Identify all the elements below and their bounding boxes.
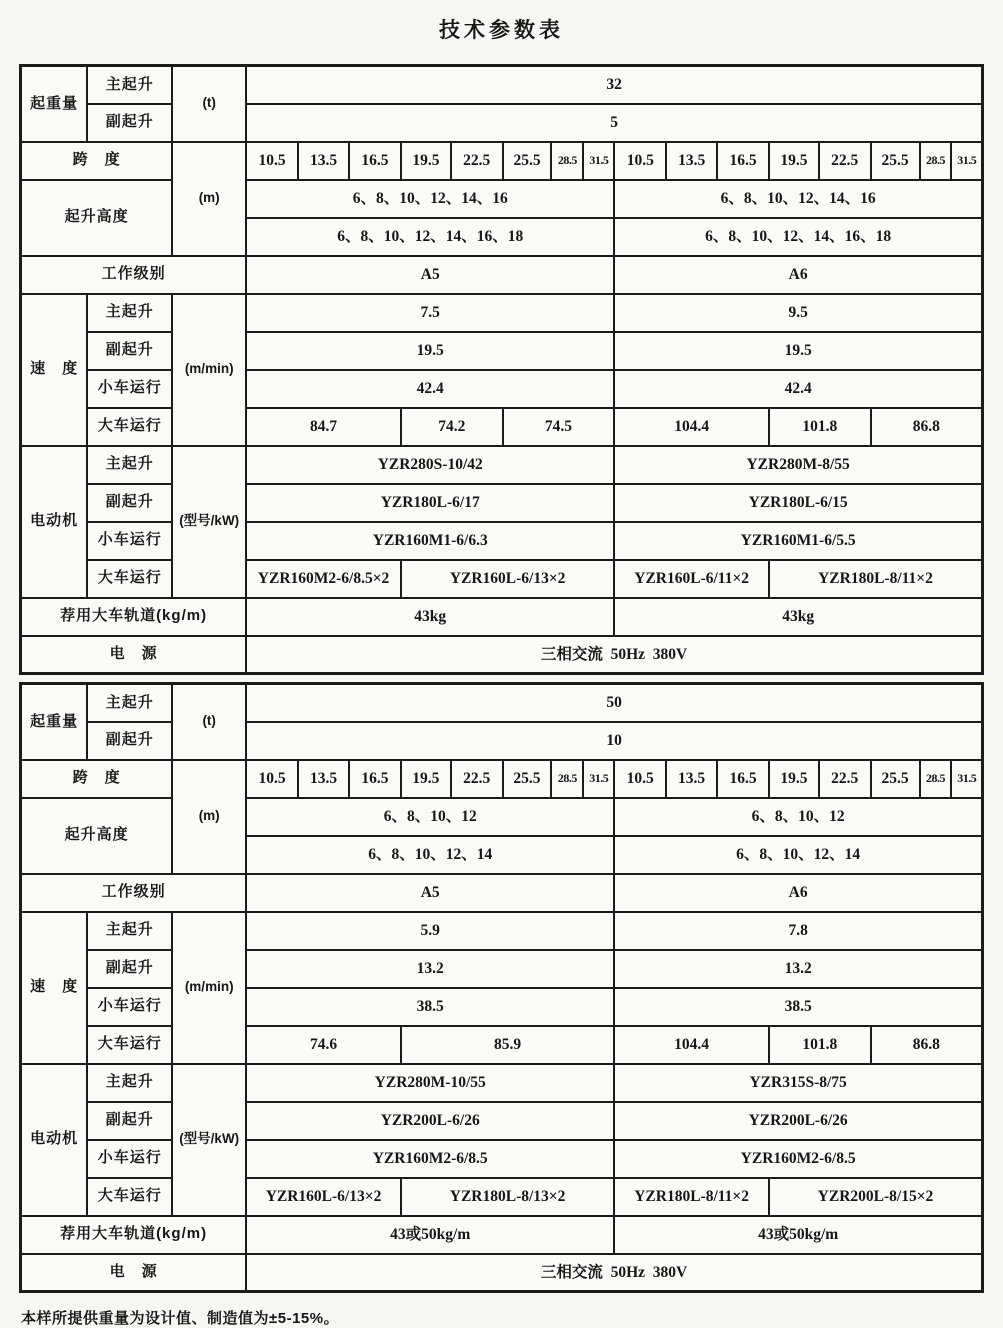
value-cell: 6、8、10、12、14、16、18 — [246, 218, 614, 256]
value-cell: YZR160L-6/11×2 — [614, 560, 769, 598]
value-cell: 16.5 — [717, 760, 769, 798]
value-cell: 6、8、10、12、14、16 — [614, 180, 982, 218]
value-cell: 10.5 — [246, 142, 298, 180]
row-label: 速 度 — [21, 294, 88, 446]
table-row — [21, 636, 983, 674]
value-cell: 19.5 — [401, 760, 451, 798]
value-cell: 22.5 — [451, 760, 503, 798]
table-row — [21, 522, 983, 560]
table-row — [21, 760, 983, 798]
value-cell: 101.8 — [769, 408, 871, 446]
value-cell: 84.7 — [246, 408, 401, 446]
value-cell: 6、8、10、12 — [246, 798, 614, 836]
value-cell: 6、8、10、12、14、16 — [246, 180, 614, 218]
table-row — [21, 722, 983, 760]
value-cell: 25.5 — [503, 760, 552, 798]
row-label: 电动机 — [21, 446, 88, 598]
value-cell: 10.5 — [614, 142, 666, 180]
unit-label: (m/min) — [172, 294, 246, 446]
value-cell: 6、8、10、12、14、16、18 — [614, 218, 982, 256]
row-label: 起重量 — [21, 684, 88, 760]
row-label: 荐用大车轨道(kg/m) — [21, 1216, 247, 1254]
row-label: 工作级别 — [21, 874, 247, 912]
value-cell: 43kg — [246, 598, 614, 636]
table-row — [21, 484, 983, 522]
row-label: 电 源 — [21, 1254, 247, 1292]
value-cell: 13.2 — [614, 950, 982, 988]
unit-label: (型号/kW) — [172, 1064, 246, 1216]
value-cell: 38.5 — [614, 988, 982, 1026]
row-label: 副起升 — [87, 950, 172, 988]
value-cell: YZR160M2-6/8.5 — [614, 1140, 982, 1178]
page-title: 技术参数表 — [439, 19, 564, 42]
table-row — [21, 180, 983, 218]
value-cell: 104.4 — [614, 408, 769, 446]
unit-label: (m) — [172, 760, 246, 874]
value-cell: 38.5 — [246, 988, 614, 1026]
value-cell: 9.5 — [614, 294, 982, 332]
value-cell: 22.5 — [451, 142, 503, 180]
value-cell: 13.5 — [298, 760, 349, 798]
row-label: 小车运行 — [87, 370, 172, 408]
value-cell: 19.5 — [401, 142, 451, 180]
table-row — [21, 370, 983, 408]
table-row — [21, 1140, 983, 1178]
row-label: 起升高度 — [21, 798, 173, 874]
value-cell: 13.2 — [246, 950, 614, 988]
value-cell: 86.8 — [871, 408, 983, 446]
value-cell: 32 — [246, 66, 982, 104]
value-cell: 19.5 — [769, 760, 819, 798]
value-cell: YZR180L-8/11×2 — [769, 560, 983, 598]
row-label: 速 度 — [21, 912, 88, 1064]
row-label: 起重量 — [21, 66, 88, 142]
unit-label: (型号/kW) — [172, 446, 246, 598]
value-cell: 22.5 — [819, 760, 871, 798]
row-label: 副起升 — [87, 484, 172, 522]
value-cell: 25.5 — [871, 142, 920, 180]
row-label: 荐用大车轨道(kg/m) — [21, 598, 247, 636]
value-cell: YZR160M1-6/6.3 — [246, 522, 614, 560]
row-label: 跨 度 — [21, 142, 173, 180]
table-row — [21, 332, 983, 370]
row-label: 大车运行 — [87, 408, 172, 446]
table-row — [21, 256, 983, 294]
value-cell: 22.5 — [819, 142, 871, 180]
value-cell: 10.5 — [614, 760, 666, 798]
value-cell: YZR160L-6/13×2 — [246, 1178, 401, 1216]
value-cell: YZR160M2-6/8.5×2 — [246, 560, 401, 598]
value-cell: 50 — [246, 684, 982, 722]
value-cell: 19.5 — [614, 332, 982, 370]
unit-label: (t) — [172, 66, 246, 142]
row-label: 大车运行 — [87, 1178, 172, 1216]
table-row — [21, 560, 983, 598]
value-cell: 31.5 — [583, 142, 614, 180]
value-cell: 43kg — [614, 598, 982, 636]
table-row — [21, 66, 983, 104]
value-cell: A6 — [614, 256, 982, 294]
table-row — [21, 1254, 983, 1292]
value-cell: YZR200L-8/15×2 — [769, 1178, 983, 1216]
table-row — [21, 104, 983, 142]
value-cell: 104.4 — [614, 1026, 769, 1064]
value-cell: 31.5 — [583, 760, 614, 798]
row-label: 副起升 — [87, 1102, 172, 1140]
row-label: 小车运行 — [87, 1140, 172, 1178]
value-cell: 7.8 — [614, 912, 982, 950]
value-cell: 6、8、10、12 — [614, 798, 982, 836]
value-cell: YZR180L-8/11×2 — [614, 1178, 769, 1216]
value-cell: 101.8 — [769, 1026, 871, 1064]
value-cell: YZR315S-8/75 — [614, 1064, 982, 1102]
value-cell: 10.5 — [246, 760, 298, 798]
value-cell: 13.5 — [666, 142, 717, 180]
unit-label: (m/min) — [172, 912, 246, 1064]
value-cell: 16.5 — [349, 760, 401, 798]
row-label: 副起升 — [87, 722, 172, 760]
value-cell: 10 — [246, 722, 982, 760]
table-row — [21, 142, 983, 180]
value-cell: YZR200L-6/26 — [614, 1102, 982, 1140]
table-row — [21, 988, 983, 1026]
value-cell: 5 — [246, 104, 982, 142]
value-cell: 7.5 — [246, 294, 614, 332]
value-cell: YZR160M1-6/5.5 — [614, 522, 982, 560]
value-cell: A6 — [614, 874, 982, 912]
spec-table-50t — [19, 682, 984, 1293]
value-cell: YZR280M-10/55 — [246, 1064, 614, 1102]
row-label: 小车运行 — [87, 522, 172, 560]
value-cell: YZR280S-10/42 — [246, 446, 614, 484]
row-label: 大车运行 — [87, 560, 172, 598]
row-label: 电 源 — [21, 636, 247, 674]
table-row — [21, 294, 983, 332]
value-cell: 13.5 — [666, 760, 717, 798]
row-label: 大车运行 — [87, 1026, 172, 1064]
value-cell: 13.5 — [298, 142, 349, 180]
row-label: 主起升 — [87, 912, 172, 950]
value-cell: A5 — [246, 874, 614, 912]
row-label: 主起升 — [87, 1064, 172, 1102]
value-cell: 28.5 — [920, 142, 952, 180]
value-cell: 74.2 — [401, 408, 503, 446]
value-cell: A5 — [246, 256, 614, 294]
table-row — [21, 446, 983, 484]
value-cell: YZR180L-6/15 — [614, 484, 982, 522]
row-label: 跨 度 — [21, 760, 173, 798]
value-cell: 28.5 — [920, 760, 952, 798]
value-cell: YZR160L-6/13×2 — [401, 560, 614, 598]
table-row — [21, 1178, 983, 1216]
value-cell: 74.5 — [503, 408, 615, 446]
value-cell: 16.5 — [717, 142, 769, 180]
row-label: 主起升 — [87, 684, 172, 722]
value-cell: 6、8、10、12、14 — [246, 836, 614, 874]
value-cell: 三相交流 50Hz 380V — [246, 636, 982, 674]
row-label: 起升高度 — [21, 180, 173, 256]
value-cell: 43或50kg/m — [246, 1216, 614, 1254]
value-cell: YZR280M-8/55 — [614, 446, 982, 484]
value-cell: 6、8、10、12、14 — [614, 836, 982, 874]
spec-table-32t — [19, 64, 984, 675]
value-cell: 43或50kg/m — [614, 1216, 982, 1254]
table-row — [21, 1026, 983, 1064]
value-cell: 5.9 — [246, 912, 614, 950]
value-cell: 25.5 — [503, 142, 552, 180]
table-row — [21, 874, 983, 912]
value-cell: 19.5 — [769, 142, 819, 180]
value-cell: YZR200L-6/26 — [246, 1102, 614, 1140]
footnote: 本样所提供重量为设计值、制造值为±5-15%。 — [21, 1310, 340, 1327]
tables-container — [19, 64, 984, 1293]
value-cell: 42.4 — [614, 370, 982, 408]
value-cell: 28.5 — [551, 760, 583, 798]
value-cell: 74.6 — [246, 1026, 401, 1064]
table-row — [21, 1064, 983, 1102]
row-label: 小车运行 — [87, 988, 172, 1026]
value-cell: 31.5 — [951, 760, 982, 798]
row-label: 工作级别 — [21, 256, 247, 294]
value-cell: 42.4 — [246, 370, 614, 408]
unit-label: (m) — [172, 142, 246, 256]
table-row — [21, 684, 983, 722]
row-label: 主起升 — [87, 294, 172, 332]
value-cell: YZR180L-6/17 — [246, 484, 614, 522]
value-cell: 31.5 — [951, 142, 982, 180]
row-label: 主起升 — [87, 446, 172, 484]
value-cell: 三相交流 50Hz 380V — [246, 1254, 982, 1292]
value-cell: 16.5 — [349, 142, 401, 180]
table-row — [21, 950, 983, 988]
value-cell: 85.9 — [401, 1026, 614, 1064]
table-row — [21, 598, 983, 636]
row-label: 主起升 — [87, 66, 172, 104]
value-cell: YZR160M2-6/8.5 — [246, 1140, 614, 1178]
value-cell: 86.8 — [871, 1026, 983, 1064]
table-row — [21, 798, 983, 836]
table-row — [21, 1216, 983, 1254]
value-cell: YZR180L-8/13×2 — [401, 1178, 614, 1216]
unit-label: (t) — [172, 684, 246, 760]
row-label: 电动机 — [21, 1064, 88, 1216]
value-cell: 19.5 — [246, 332, 614, 370]
row-label: 副起升 — [87, 104, 172, 142]
value-cell: 28.5 — [551, 142, 583, 180]
value-cell: 25.5 — [871, 760, 920, 798]
table-row — [21, 912, 983, 950]
row-label: 副起升 — [87, 332, 172, 370]
table-row — [21, 408, 983, 446]
table-row — [21, 1102, 983, 1140]
